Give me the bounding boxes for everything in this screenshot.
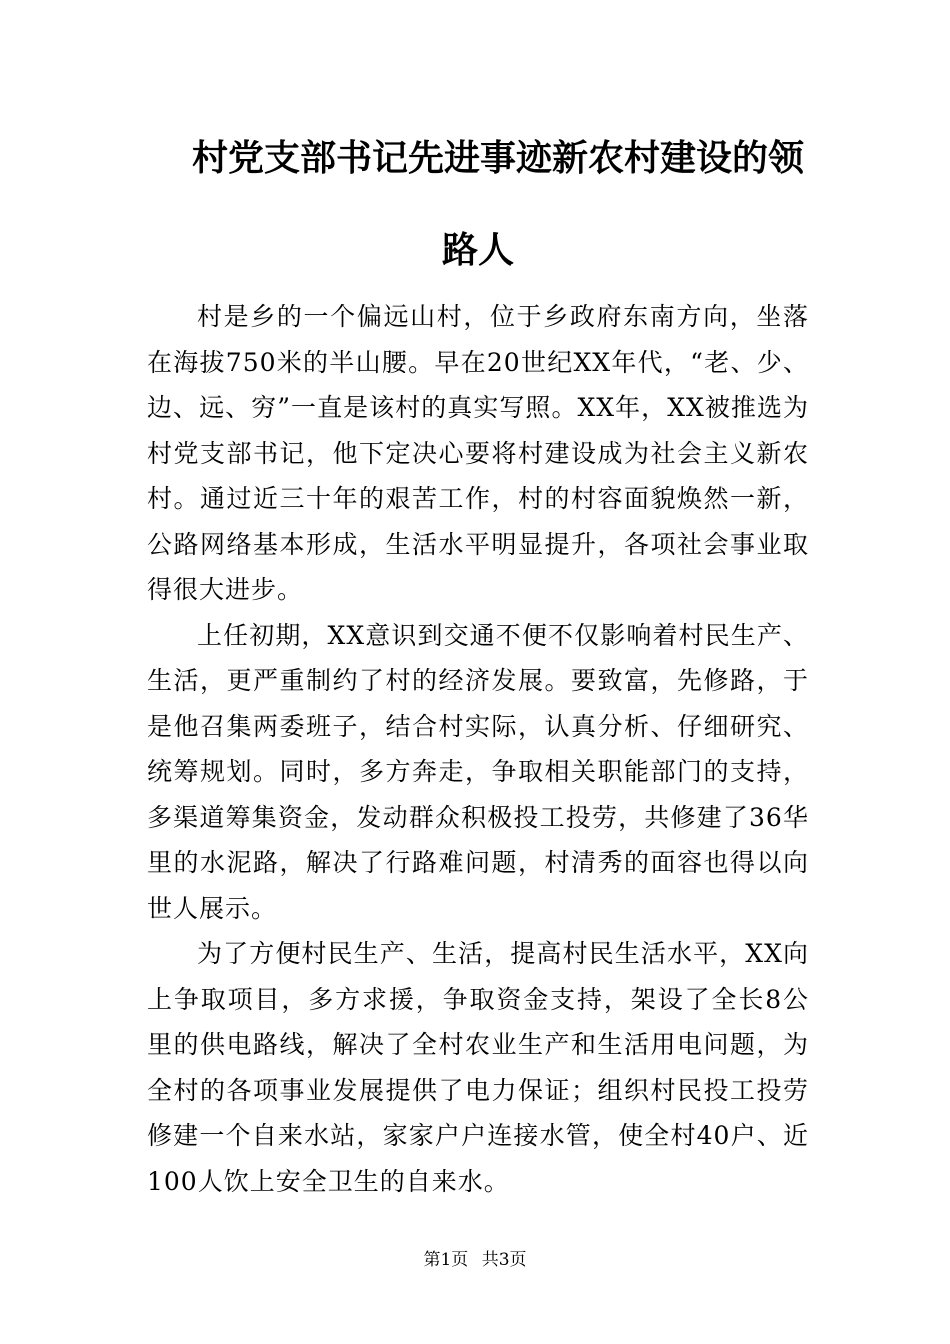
document-body xyxy=(147,294,809,1204)
paragraph-3: 为了方便村民生产、生活，提高村民生活水平，XX向上争取项目，多方求援，争取资金支持，架设了全长8公里的供电路线，解决了全村农业生产和生活用电问题，为全村的各项事业发展提供了电力保证；组织村民投工投劳修建一个自来水站，家家户户连接水管，使全村40户、近100人饮上安全卫生的自来水。 xyxy=(147,939,809,1196)
paragraph-2: 上任初期，XX意识到交通不便不仅影响着村民生产、生活，更严重制约了村的经济发展。要致富，先修路，于是他召集两委班子，结合村实际，认真分析、仔细研究、统筹规划。同时，多方奔走，争取相关职能部门的支持，多渠道筹集资金，发动群众积极投工投劳，共修建了36华里的水泥路，解决了行路难问题，村清秀的面容也得以向世人展示。 xyxy=(147,620,809,923)
document-title-line-2: 路人 xyxy=(441,229,514,271)
paragraph-1: 村是乡的一个偏远山村，位于乡政府东南方向，坐落在海拔750米的半山腰。早在20世纪XX年代，“老、少、边、远、穷”一直是该村的真实写照。XX年，XX被推选为村党支部书记，他下定决心要将村建设成为社会主义新农村。通过近三十年的艰苦工作，村的村容面貌焕然一新，公路网络基本形成，生活水平明显提升，各项社会事业取得很大进步。 xyxy=(147,302,809,604)
page-footer xyxy=(0,1248,950,1272)
page-total: 共3页 xyxy=(481,1250,527,1270)
document-title-line-1: 村党支部书记先进事迹新农村建设的领 xyxy=(191,137,804,179)
page-number: 第1页 xyxy=(423,1250,469,1270)
